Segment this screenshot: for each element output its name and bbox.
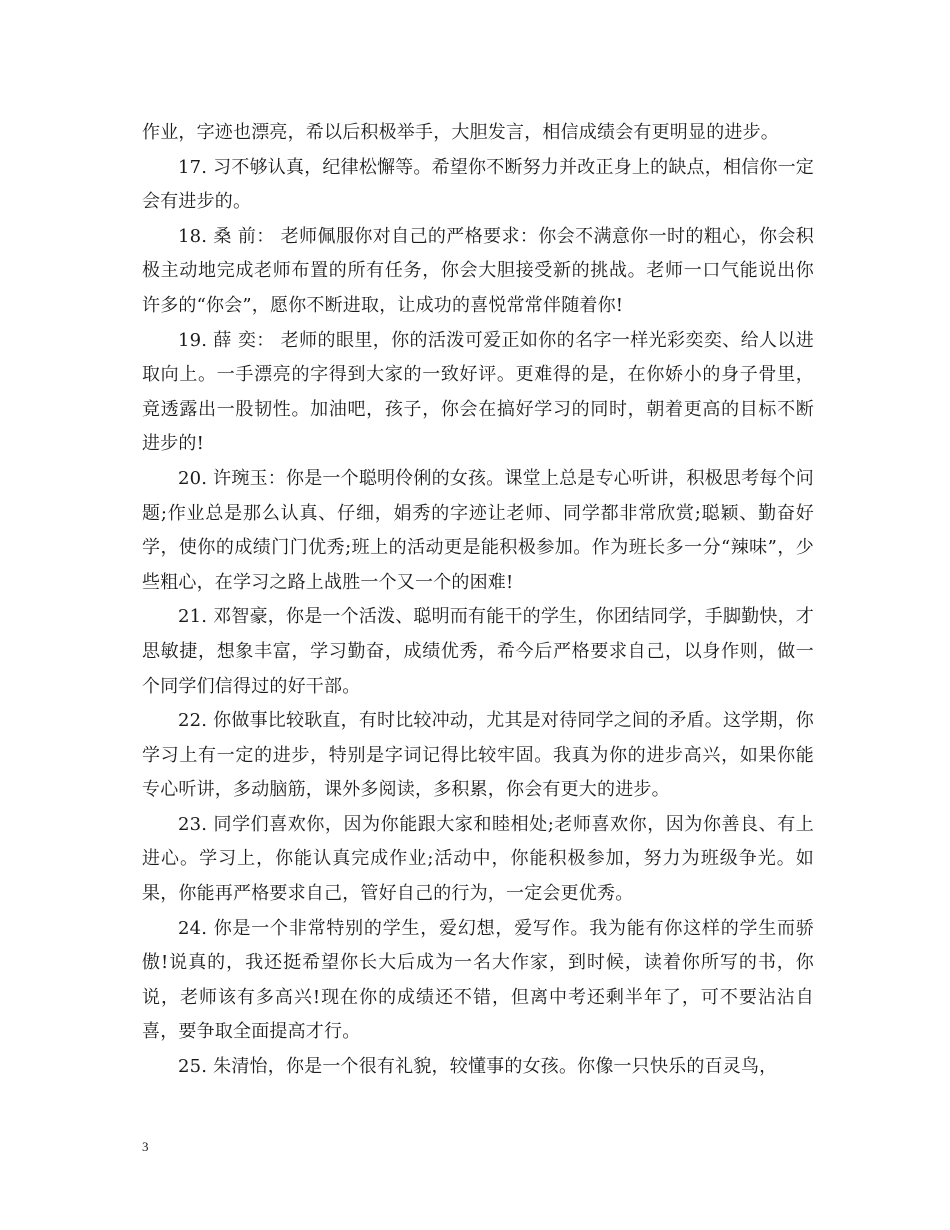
paragraph-comment-17: 17. 习不够认真，纪律松懈等。希望你不断努力并改正身上的缺点，相信你一定会有进步的。 [142, 156, 814, 213]
paragraph-comment-21: 21. 邓智豪，你是一个活泼、聪明而有能干的学生，你团结同学，手脚勤快，才思敏捷，想象丰富，学习勤奋，成绩优秀，希今后严格要求自己，以身作则，做一个同学们信得过的好干部。 [142, 606, 814, 697]
paragraph-comment-20: 20. 许琬玉：你是一个聪明伶俐的女孩。课堂上总是专心听讲，积极思考每个问题;作业总是那么认真、仔细，娟秀的字迹让老师、同学都非常欣赏;聪颖、勤奋好学，使你的成绩门门优秀;班上的活动更是能积极参加。作为班长多一分“辣味”，少些粗心，在学习之路上战胜一个又一个的困难! [142, 467, 814, 593]
paragraph-comment-22: 22. 你做事比较耿直，有时比较冲动，尤其是对待同学之间的矛盾。这学期，你学习上有一定的进步，特别是字词记得比较牢固。我真为你的进步高兴，如果你能专心听讲，多动脑筋，课外多阅读，多积累，你会有更大的进步。 [142, 710, 814, 801]
document-body [142, 116, 814, 1085]
paragraph-comment-19: 19. 薛 奕： 老师的眼里，你的活泼可爱正如你的名字一样光彩奕奕、给人以进取向上。一手漂亮的字得到大家的一致好评。更难得的是，在你娇小的身子骨里，竟透露出一股韧性。加油吧，孩子，你会在搞好学习的同时，朝着更高的目标不断进步的! [142, 329, 814, 455]
paragraph-continued: 作业，字迹也漂亮，希以后积极举手，大胆发言，相信成绩会有更明显的进步。 [142, 122, 779, 143]
paragraph-comment-18: 18. 桑 前： 老师佩服你对自己的严格要求：你会不满意你一时的粗心，你会积极主动地完成老师布置的所有任务，你会大胆接受新的挑战。老师一口气能说出你许多的“你会”，愿你不断进取，让成功的喜悦常常伴随着你! [142, 225, 814, 316]
page-number: 3 [142, 1139, 149, 1154]
paragraph-comment-23: 23. 同学们喜欢你，因为你能跟大家和睦相处;老师喜欢你，因为你善良、有上进心。学习上，你能认真完成作业;活动中，你能积极参加，努力为班级争光。如果，你能再严格要求自己，管好自己的行为，一定会更优秀。 [142, 813, 814, 905]
paragraph-comment-25: 25. 朱清怡，你是一个很有礼貌，较懂事的女孩。你像一只快乐的百灵鸟， [178, 1056, 778, 1078]
paragraph-comment-24: 24. 你是一个非常特别的学生，爱幻想，爱写作。我为能有你这样的学生而骄傲!说真的，我还挺希望你长大后成为一名大作家，到时候，读着你所写的书，你说，老师该有多高兴!现在你的成绩还不错，但离中考还剩半年了，可不要沾沾自喜，要争取全面提高才行。 [142, 917, 814, 1043]
